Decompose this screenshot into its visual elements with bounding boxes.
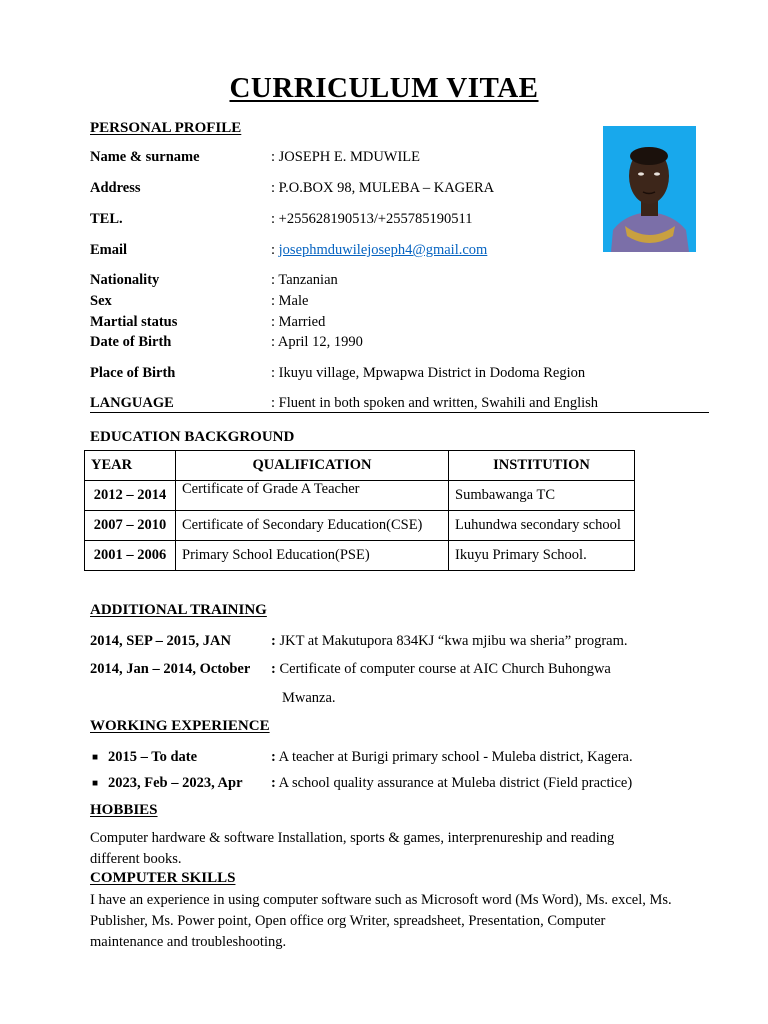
work-entry — [271, 775, 632, 792]
edu-qualification: Certificate of Secondary Education(CSE) — [176, 511, 449, 541]
edu-institution: Luhundwa secondary school — [449, 511, 635, 541]
nationality-value: : Tanzanian — [271, 272, 338, 288]
name-value: : JOSEPH E. MDUWILE — [271, 149, 421, 165]
work-heading: WORKING EXPERIENCE — [90, 718, 270, 734]
computer-skills-heading: COMPUTER SKILLS — [90, 870, 236, 886]
work-date: 2015 – To date — [108, 749, 198, 765]
work-colon: : — [271, 749, 276, 765]
email-colon: : — [271, 242, 279, 258]
address-label: Address — [90, 180, 141, 196]
dob-label: Date of Birth — [90, 334, 172, 350]
work-entry — [271, 749, 633, 766]
bullet-icon: ■ — [92, 778, 99, 789]
language-value: : Fluent in both spoken and written, Swahili and English — [271, 395, 599, 411]
email-link[interactable]: josephmduwilejoseph4@gmail.com — [278, 242, 488, 258]
training-entry — [271, 661, 611, 678]
place-of-birth-value: : Ikuyu village, Mpwapwa District in Dodoma Region — [271, 365, 586, 381]
language-label: LANGUAGE — [90, 395, 174, 411]
table-row — [85, 481, 635, 511]
computer-skills-text: I have an experience in using computer software such as Microsoft word (Ms Word), Ms. excel, Ms. Publisher, Ms. Power point, Open office org Writer, spreadsheet, Presentation, Computer maintenance and troubleshooting. — [90, 892, 672, 950]
edu-qualification: Certificate of Grade A Teacher — [176, 481, 449, 511]
edu-year: 2001 – 2006 — [85, 541, 176, 571]
training-text: Certificate of computer course at AIC Church Buhongwa — [275, 661, 611, 677]
dob-value: : April 12, 1990 — [271, 334, 363, 350]
edu-qualification: Primary School Education(PSE) — [176, 541, 449, 571]
tel-value: : +255628190513/+255785190511 — [271, 211, 473, 227]
email-label: Email — [90, 242, 128, 258]
edu-year: 2007 – 2010 — [85, 511, 176, 541]
nationality-label: Nationality — [90, 272, 160, 288]
training-heading: ADDITIONAL TRAINING — [90, 602, 267, 618]
sex-value: : Male — [271, 293, 309, 309]
personal-profile-heading: PERSONAL PROFILE — [90, 120, 242, 136]
table-row — [85, 541, 635, 571]
section-divider — [90, 412, 709, 413]
work-text: A teacher at Burigi primary school - Muleba district, Kagera. — [275, 749, 633, 765]
training-colon: : — [271, 661, 276, 677]
profile-photo — [603, 126, 696, 252]
training-colon: : — [271, 633, 276, 649]
col-header-year: YEAR — [85, 451, 176, 481]
education-table — [84, 450, 635, 571]
education-heading: EDUCATION BACKGROUND — [90, 429, 295, 445]
training-date: 2014, SEP – 2015, JAN — [90, 633, 231, 649]
col-header-institution: INSTITUTION — [449, 451, 635, 481]
table-header-row — [85, 451, 635, 481]
work-colon: : — [271, 775, 276, 791]
training-entry — [271, 633, 628, 650]
work-text: A school quality assurance at Muleba district (Field practice) — [275, 775, 633, 791]
edu-institution: Ikuyu Primary School. — [449, 541, 635, 571]
training-date: 2014, Jan – 2014, October — [90, 661, 251, 677]
training-text-continued: Mwanza. — [282, 690, 336, 706]
col-header-qualification: QUALIFICATION — [176, 451, 449, 481]
marital-status-value: : Married — [271, 314, 326, 330]
hobbies-heading: HOBBIES — [90, 802, 158, 818]
email-value-wrap — [271, 242, 487, 259]
sex-label: Sex — [90, 293, 112, 309]
hobbies-text: Computer hardware & software Installation, sports & games, interprenureship and reading different books. — [90, 830, 615, 867]
tel-label: TEL. — [90, 211, 123, 227]
edu-year: 2012 – 2014 — [85, 481, 176, 511]
bullet-icon: ■ — [92, 752, 99, 763]
table-row — [85, 511, 635, 541]
place-of-birth-label: Place of Birth — [90, 365, 176, 381]
name-label: Name & surname — [90, 149, 200, 165]
marital-status-label: Martial status — [90, 314, 178, 330]
training-text: JKT at Makutupora 834KJ “kwa mjibu wa sheria” program. — [275, 633, 628, 649]
address-value: : P.O.BOX 98, MULEBA – KAGERA — [271, 180, 495, 196]
edu-institution: Sumbawanga TC — [449, 481, 635, 511]
person-portrait-icon — [603, 126, 696, 252]
work-date: 2023, Feb – 2023, Apr — [108, 775, 243, 791]
page-title: CURRICULUM VITAE — [229, 72, 539, 104]
